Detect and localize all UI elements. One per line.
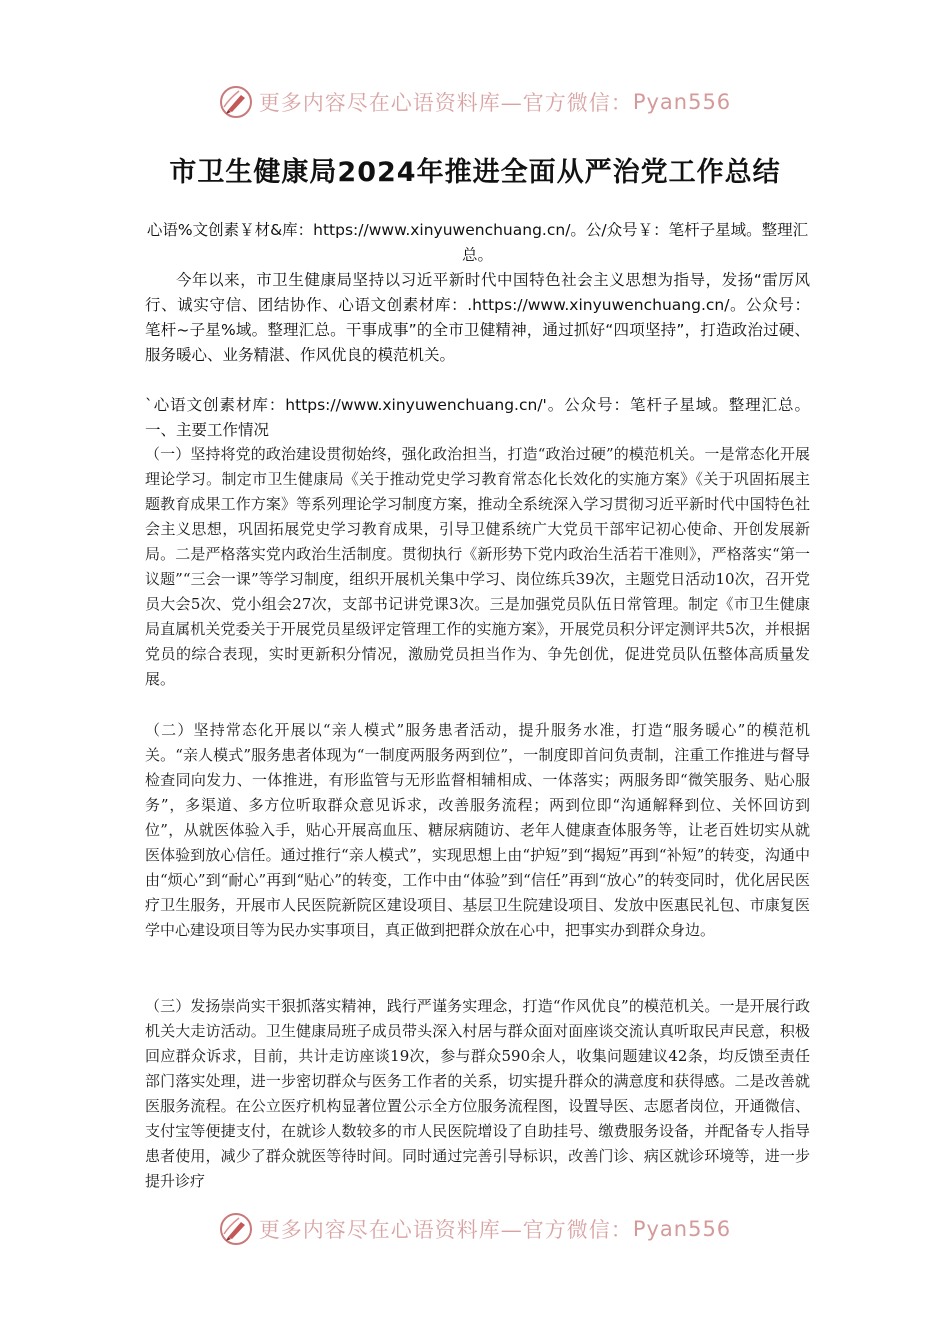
pen-nib-logo-icon	[219, 85, 253, 119]
footer-watermark-banner	[0, 1207, 950, 1251]
source-note: 心语%文创素￥材&库：https://www.xinyuwenchuang.cn/。公/众号￥：笔杆子星域。整理汇总。	[146, 221, 809, 264]
body-paragraph-2: （二）坚持常态化开展以“亲人模式”服务患者活动，提升服务水准，打造“服务暖心”的模范机关。“亲人模式”服务患者体现为“一制度两服务两到位”，一制度即首问负责制，注重工作推进与督导检查同向发力、一体推进，有形监管与无形监督相辅相成、一体落实；两服务即“微笑服务、贴心服务”，多渠道、多方位听取群众意见诉求，改善服务流程；两到位即“沟通解释到位、关怀回访到位”，从就医体验入手，贴心开展高血压、糖尿病随访、老年人健康查体服务等，让老百姓切实从就医体验到放心信任。通过推行“亲人模式”，实现思想上由“护短”到“揭短”再到“补短”的转变，沟通中由“烦心”到“耐心”再到“贴心”的转变，工作中由“体验”到“信任”再到“放心”的转变同时，优化居民医疗卫生服务，开展市人民医院新院区建设项目、基层卫生院建设项目、发放中医惠民礼包、市康复医学中心建设项目等为民办实事项目，真正做到把群众放在心中，把事实办到群众身边。	[145, 721, 810, 940]
watermark-wechat-id: Pyan556	[632, 1217, 732, 1241]
header-watermark-banner	[0, 80, 950, 124]
watermark-text: 更多内容尽在心语资料库—官方微信：	[258, 91, 633, 115]
watermark-text: 更多内容尽在心语资料库—官方微信：	[258, 1218, 633, 1242]
pen-nib-logo-icon	[219, 1212, 253, 1246]
watermark-wechat-id: Pyan556	[632, 90, 732, 114]
body-paragraph-3: （三）发扬崇尚实干狠抓落实精神，践行严谨务实理念，打造“作风优良”的模范机关。一是开展行政机关大走访活动。卫生健康局班子成员带头深入村居与群众面对面座谈交流认真听取民声民意，积极回应群众诉求，目前，共计走访座谈19次，参与群众590余人，收集问题建议42条，均反馈至责任部门落实处理，进一步密切群众与医务工作者的关系，切实提升群众的满意度和获得感。二是改善就医服务流程。在公立医疗机构显著位置公示全方位服务流程图，设置导医、志愿者岗位，开通微信、支付宝等便捷支付，在就诊人数较多的市人民医院增设了自助挂号、缴费服务设备，并配备专人指导患者使用，减少了群众就医等待时间。同时通过完善引导标识，改善门诊、病区就诊环境等，进一步提升诊疗	[145, 997, 810, 1191]
section-heading-line: `心语文创素材库：https://www.xinyuwenchuang.cn/'。公众号：笔杆子星域。整理汇总。一、主要工作情况	[145, 396, 810, 439]
opening-paragraph: 今年以来，市卫生健康局坚持以习近平新时代中国特色社会主义思想为指导，发扬“雷厉风行、诚实守信、团结协作、心语文创素材库：.https://www.xinyuwenchuang.cn/。公众号：笔杆~子星%域。整理汇总。干事成事”的全市卫健精神，通过抓好“四项坚持”，打造政治过硬、服务暖心、业务精湛、作风优良的模范机关。	[145, 271, 810, 364]
body-paragraph-1: （一）坚持将党的政治建设贯彻始终，强化政治担当，打造“政治过硬”的模范机关。一是常态化开展理论学习。制定市卫生健康局《关于推动党史学习教育常态化长效化的实施方案》《关于巩固拓展主题教育成果工作方案》等系列理论学习制度方案，推动全系统深入学习贯彻习近平新时代中国特色社会主义思想，巩固拓展党史学习教育成果，引导卫健系统广大党员干部牢记初心使命、开创发展新局。二是严格落实党内政治生活制度。贯彻执行《新形势下党内政治生活若干准则》，严格落实“第一议题”“三会一课”等学习制度，组织开展机关集中学习、岗位练兵39次，主题党日活动10次，召开党员大会5次、党小组会27次，支部书记讲党课3次。三是加强党员队伍日常管理。制定《市卫生健康局直属机关党委关于开展党员星级评定管理工作的实施方案》，开展党员积分评定测评共5次，并根据党员的综合表现，实时更新积分情况，激励党员担当作为、争先创优，促进党员队伍整体高质量发展。	[145, 445, 810, 689]
document-title: 市卫生健康局2024年推进全面从严治党工作总结	[169, 157, 781, 188]
